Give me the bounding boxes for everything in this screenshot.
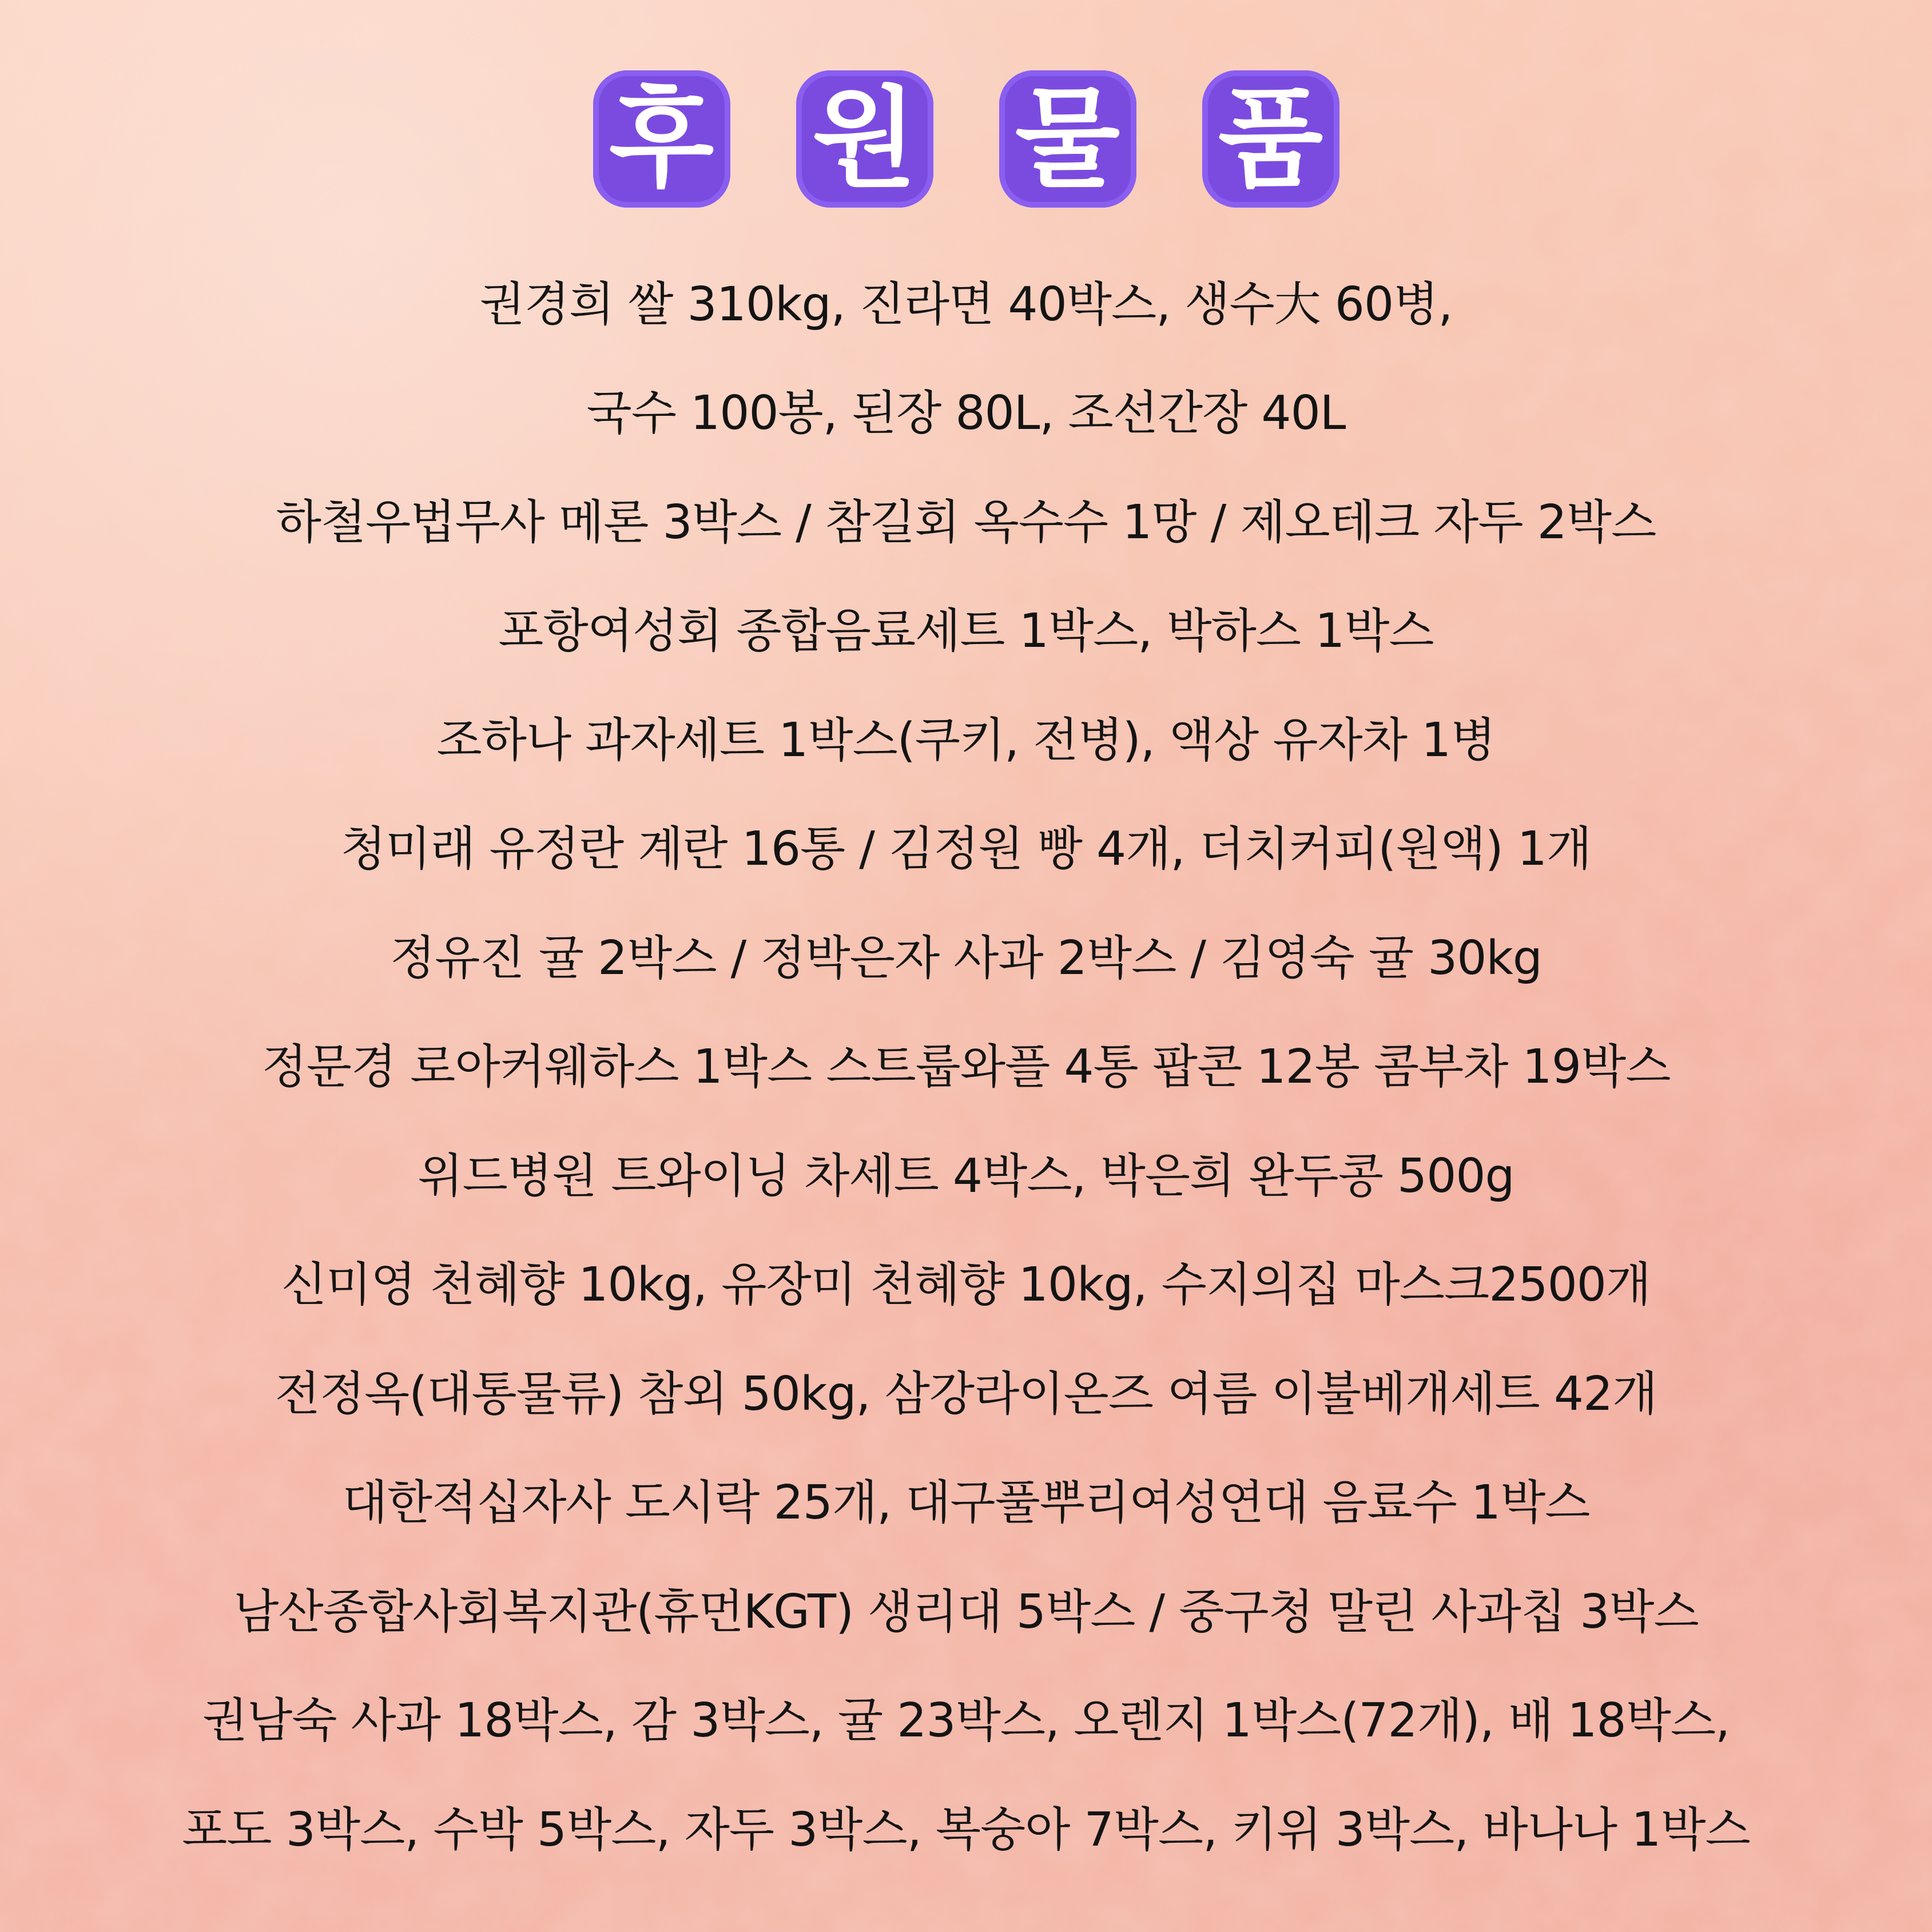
donation-line: 신미영 천혜향 10kg, 유장미 천혜향 10kg, 수지의집 마스크2500개 bbox=[281, 1258, 1651, 1313]
donation-line: 조하나 과자세트 1박스(쿠키, 전병), 액상 유자차 1병 bbox=[436, 713, 1496, 768]
donation-line: 전정옥(대통물류) 참외 50kg, 삼강라이온즈 여름 이불베개세트 42개 bbox=[275, 1366, 1657, 1421]
donation-line: 국수 100봉, 된장 80L, 조선간장 40L bbox=[586, 386, 1346, 441]
donation-line: 위드병원 트와이닝 차세트 4박스, 박은희 완두콩 500g bbox=[418, 1148, 1514, 1203]
donation-line: 포항여성회 종합음료세트 1박스, 박하스 1박스 bbox=[498, 604, 1434, 659]
title-char-3: 물 bbox=[999, 70, 1136, 208]
donation-line: 하철우법무사 메론 3박스 / 참길회 옥수수 1망 / 제오테크 자두 2박스 bbox=[276, 495, 1656, 550]
title-char-4: 품 bbox=[1202, 70, 1339, 208]
donation-line: 권남숙 사과 18박스, 감 3박스, 귤 23박스, 오렌지 1박스(72개), 배 18박스, bbox=[202, 1694, 1730, 1748]
title-char-2: 원 bbox=[796, 70, 933, 208]
donation-line: 정유진 귤 2박스 / 정박은자 사과 2박스 / 김영숙 귤 30kg bbox=[390, 931, 1542, 985]
donation-line: 권경희 쌀 310kg, 진라면 40박스, 생수大 60병, bbox=[479, 277, 1453, 332]
donation-line: 포도 3박스, 수박 5박스, 자두 3박스, 복숭아 7박스, 키위 3박스, 바나나 1박스 bbox=[182, 1802, 1750, 1857]
donation-line: 정문경 로아커웨하스 1박스 스트룹와플 4통 팝콘 12봉 콤부차 19박스 bbox=[261, 1040, 1671, 1095]
donation-line: 남산종합사회복지관(휴먼KGT) 생리대 5박스 / 중구청 말린 사과칩 3박스 bbox=[233, 1584, 1699, 1639]
page-title bbox=[0, 67, 1932, 210]
donation-line: 대한적십자사 도시락 25개, 대구풀뿌리여성연대 음료수 1박스 bbox=[342, 1476, 1590, 1531]
donation-line: 청미래 유정란 계란 16통 / 김정원 빵 4개, 더치커피(원액) 1개 bbox=[340, 822, 1592, 877]
donation-list bbox=[0, 246, 1932, 1881]
title-char-1: 후 bbox=[593, 70, 730, 208]
